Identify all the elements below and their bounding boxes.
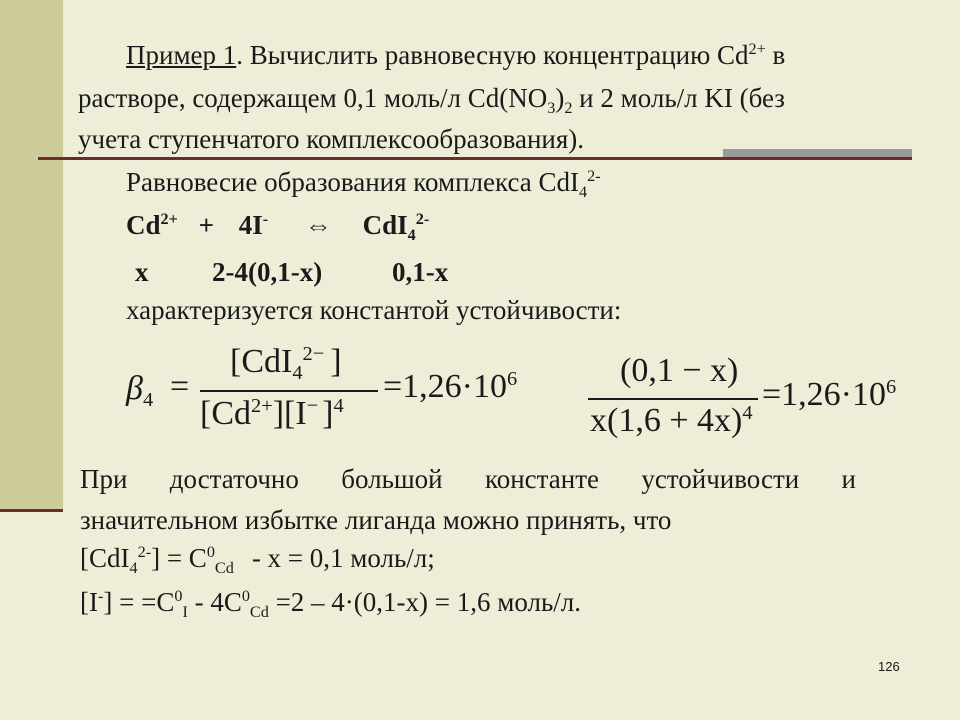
page-number: 126 xyxy=(878,659,900,674)
conclusion-line-2: значительном избытке лиганда можно принять, что xyxy=(80,505,672,535)
equilibrium-row-right: 0,1-x xyxy=(392,257,449,287)
divider-accent-line xyxy=(723,157,912,160)
equilibrium-row-mid: 2-4(0,1-x) xyxy=(212,257,323,287)
formula1-equals: = xyxy=(170,368,190,405)
formula1-denominator: $[Cd^{2+}][I^-$ ]$^4$ xyxy=(200,394,344,432)
example-label: Пример 1 xyxy=(126,40,237,70)
sidebar-band xyxy=(0,0,63,511)
example-line-2: растворе, содержащем 0,1 моль/л $Cd(NO_3)_2$ и 2 моль/л KI (без xyxy=(78,83,785,117)
equilibrium-equation: $Cd^{2+} + 4I^-$ ⇔ CdI$_4^{2-}$ xyxy=(126,210,430,244)
equilibrium-row-x: x xyxy=(135,257,149,287)
formula2-fraction-bar xyxy=(588,398,758,400)
sidebar-rule xyxy=(0,509,63,512)
example-line-3: учета ступенчатого комплексообразования). xyxy=(78,124,585,154)
conclusion-line-1: При достаточно большой константе устойчивости и xyxy=(80,464,856,494)
beta-symbol: $\beta_4$ xyxy=(126,370,154,412)
formula1-rhs: $=1,26\cdot 10^6$ xyxy=(383,367,518,405)
equilibrium-title: Равновесие образования комплекса CdI$_4^{2-}$ xyxy=(126,167,601,201)
formula2-rhs: $=1,26\cdot 10^6$ xyxy=(762,375,897,413)
conclusion-line-4: $[I^-] = =C^0_I - 4C^0_{Cd} =2 - 4\cdot(0,1-x) = 1,6$ моль/л. xyxy=(80,587,581,621)
example-line-1: Пример 1. Вычислить равновесную концентрацию $Cd^{2+}$ в xyxy=(126,40,786,70)
stability-caption: характеризуется константой устойчивости: xyxy=(126,295,622,325)
formula1-fraction-bar xyxy=(200,390,378,392)
formula2-numerator: (0,1 − x) xyxy=(620,352,739,389)
conclusion-line-3: $[CdI_4^{2-}] = C^0_{Cd} - x = 0,1$ моль/л; xyxy=(80,543,435,577)
equilibrium-arrow-icon: ⇔ xyxy=(304,210,332,240)
divider-line xyxy=(38,157,723,160)
formula1-numerator: [CdI$_4^{2-}$ ] xyxy=(230,342,342,385)
formula2-denominator: $x(1,6 + 4x)^4$ xyxy=(590,401,753,439)
